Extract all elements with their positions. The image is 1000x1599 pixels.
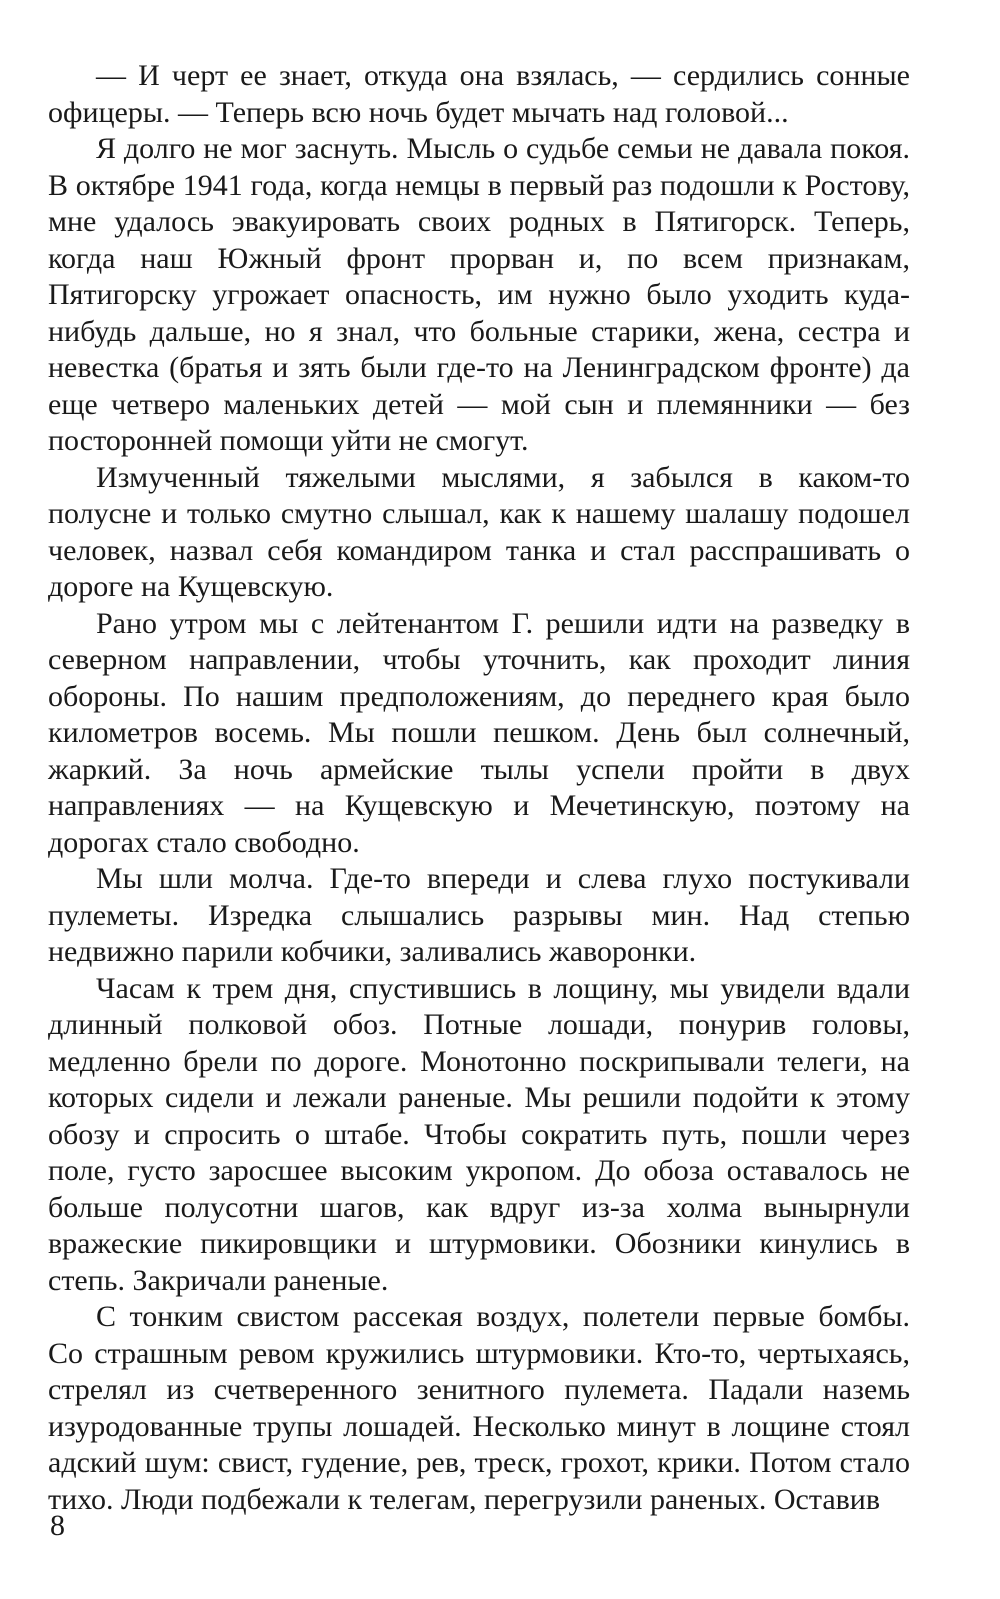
body-text xyxy=(48,58,910,1518)
paragraph-3: Измученный тяжелыми мыслями, я забылся в каком-то полусне и только смутно слышал, как к нашему шалашу подошел человек, назвал себя командиром танка и стал расспрашивать о дороге на Кущевскую. xyxy=(48,460,910,603)
page-number: 8 xyxy=(50,1509,65,1542)
paragraph-2: Я долго не мог заснуть. Мысль о судьбе семьи не давала покоя. В октябре 1941 года, когда немцы в первый раз подошли к Ростову, мне удалось эвакуировать своих родных в Пятигорск. Теперь, когда наш Южный фронт прорван и, по всем признакам, Пятигорску угрожает опасность, им нужно было уходить куда-нибудь дальше, но я знал, что больные старики, жена, сестра и невестка (братья и зять были где-то на Ленинградском фронте) да еще четверо маленьких детей — мой сын и племянники — без посторонней помощи уйти не смогут. xyxy=(48,132,910,457)
paragraph-1: — И черт ее знает, откуда она взялась, — сердились сонные офицеры. — Теперь всю ночь будет мычать над головой... xyxy=(48,59,910,129)
paragraph-7: С тонким свистом рассекая воздух, полетели первые бомбы. Со страшным ревом кружились штурмовики. Кто-то, чертыхаясь, стрелял из счетверенного зенитного пулемета. Падали наземь изуродованные трупы лошадей. Несколько минут в лощине стоял адский шум: свист, гудение, рев, треск, грохот, крики. Потом стало тихо. Люди подбежали к телегам, перегрузили раненых. Оставив xyxy=(48,1300,910,1516)
paragraph-6: Часам к трем дня, спустившись в лощину, мы увидели вдали длинный полковой обоз. Потные лошади, понурив головы, медленно брели по дороге. Монотонно поскрипывали телеги, на которых сидели и лежали раненые. Мы решили подойти к этому обозу и спросить о штабе. Чтобы сократить путь, пошли через поле, густо заросшее высоким укропом. До обоза оставалось не больше полусотни шагов, как вдруг из-за холма вынырнули вражеские пикировщики и штурмовики. Обозники кинулись в степь. Закричали раненые. xyxy=(48,971,910,1297)
paragraph-5: Мы шли молча. Где-то впереди и слева глухо постукивали пулеметы. Изредка слышались разрывы мин. Над степью недвижно парили кобчики, заливались жаворонки. xyxy=(48,862,910,968)
paragraph-4: Рано утром мы с лейтенантом Г. решили идти на разведку в северном направлении, чтобы уточнить, как проходит линия обороны. По нашим предположениям, до переднего края было километров восемь. Мы пошли пешком. День был солнечный, жаркий. За ночь армейские тылы успели пройти в двух направлениях — на Кущевскую и Мечетинскую, поэтому на дорогах стало свободно. xyxy=(48,606,910,859)
